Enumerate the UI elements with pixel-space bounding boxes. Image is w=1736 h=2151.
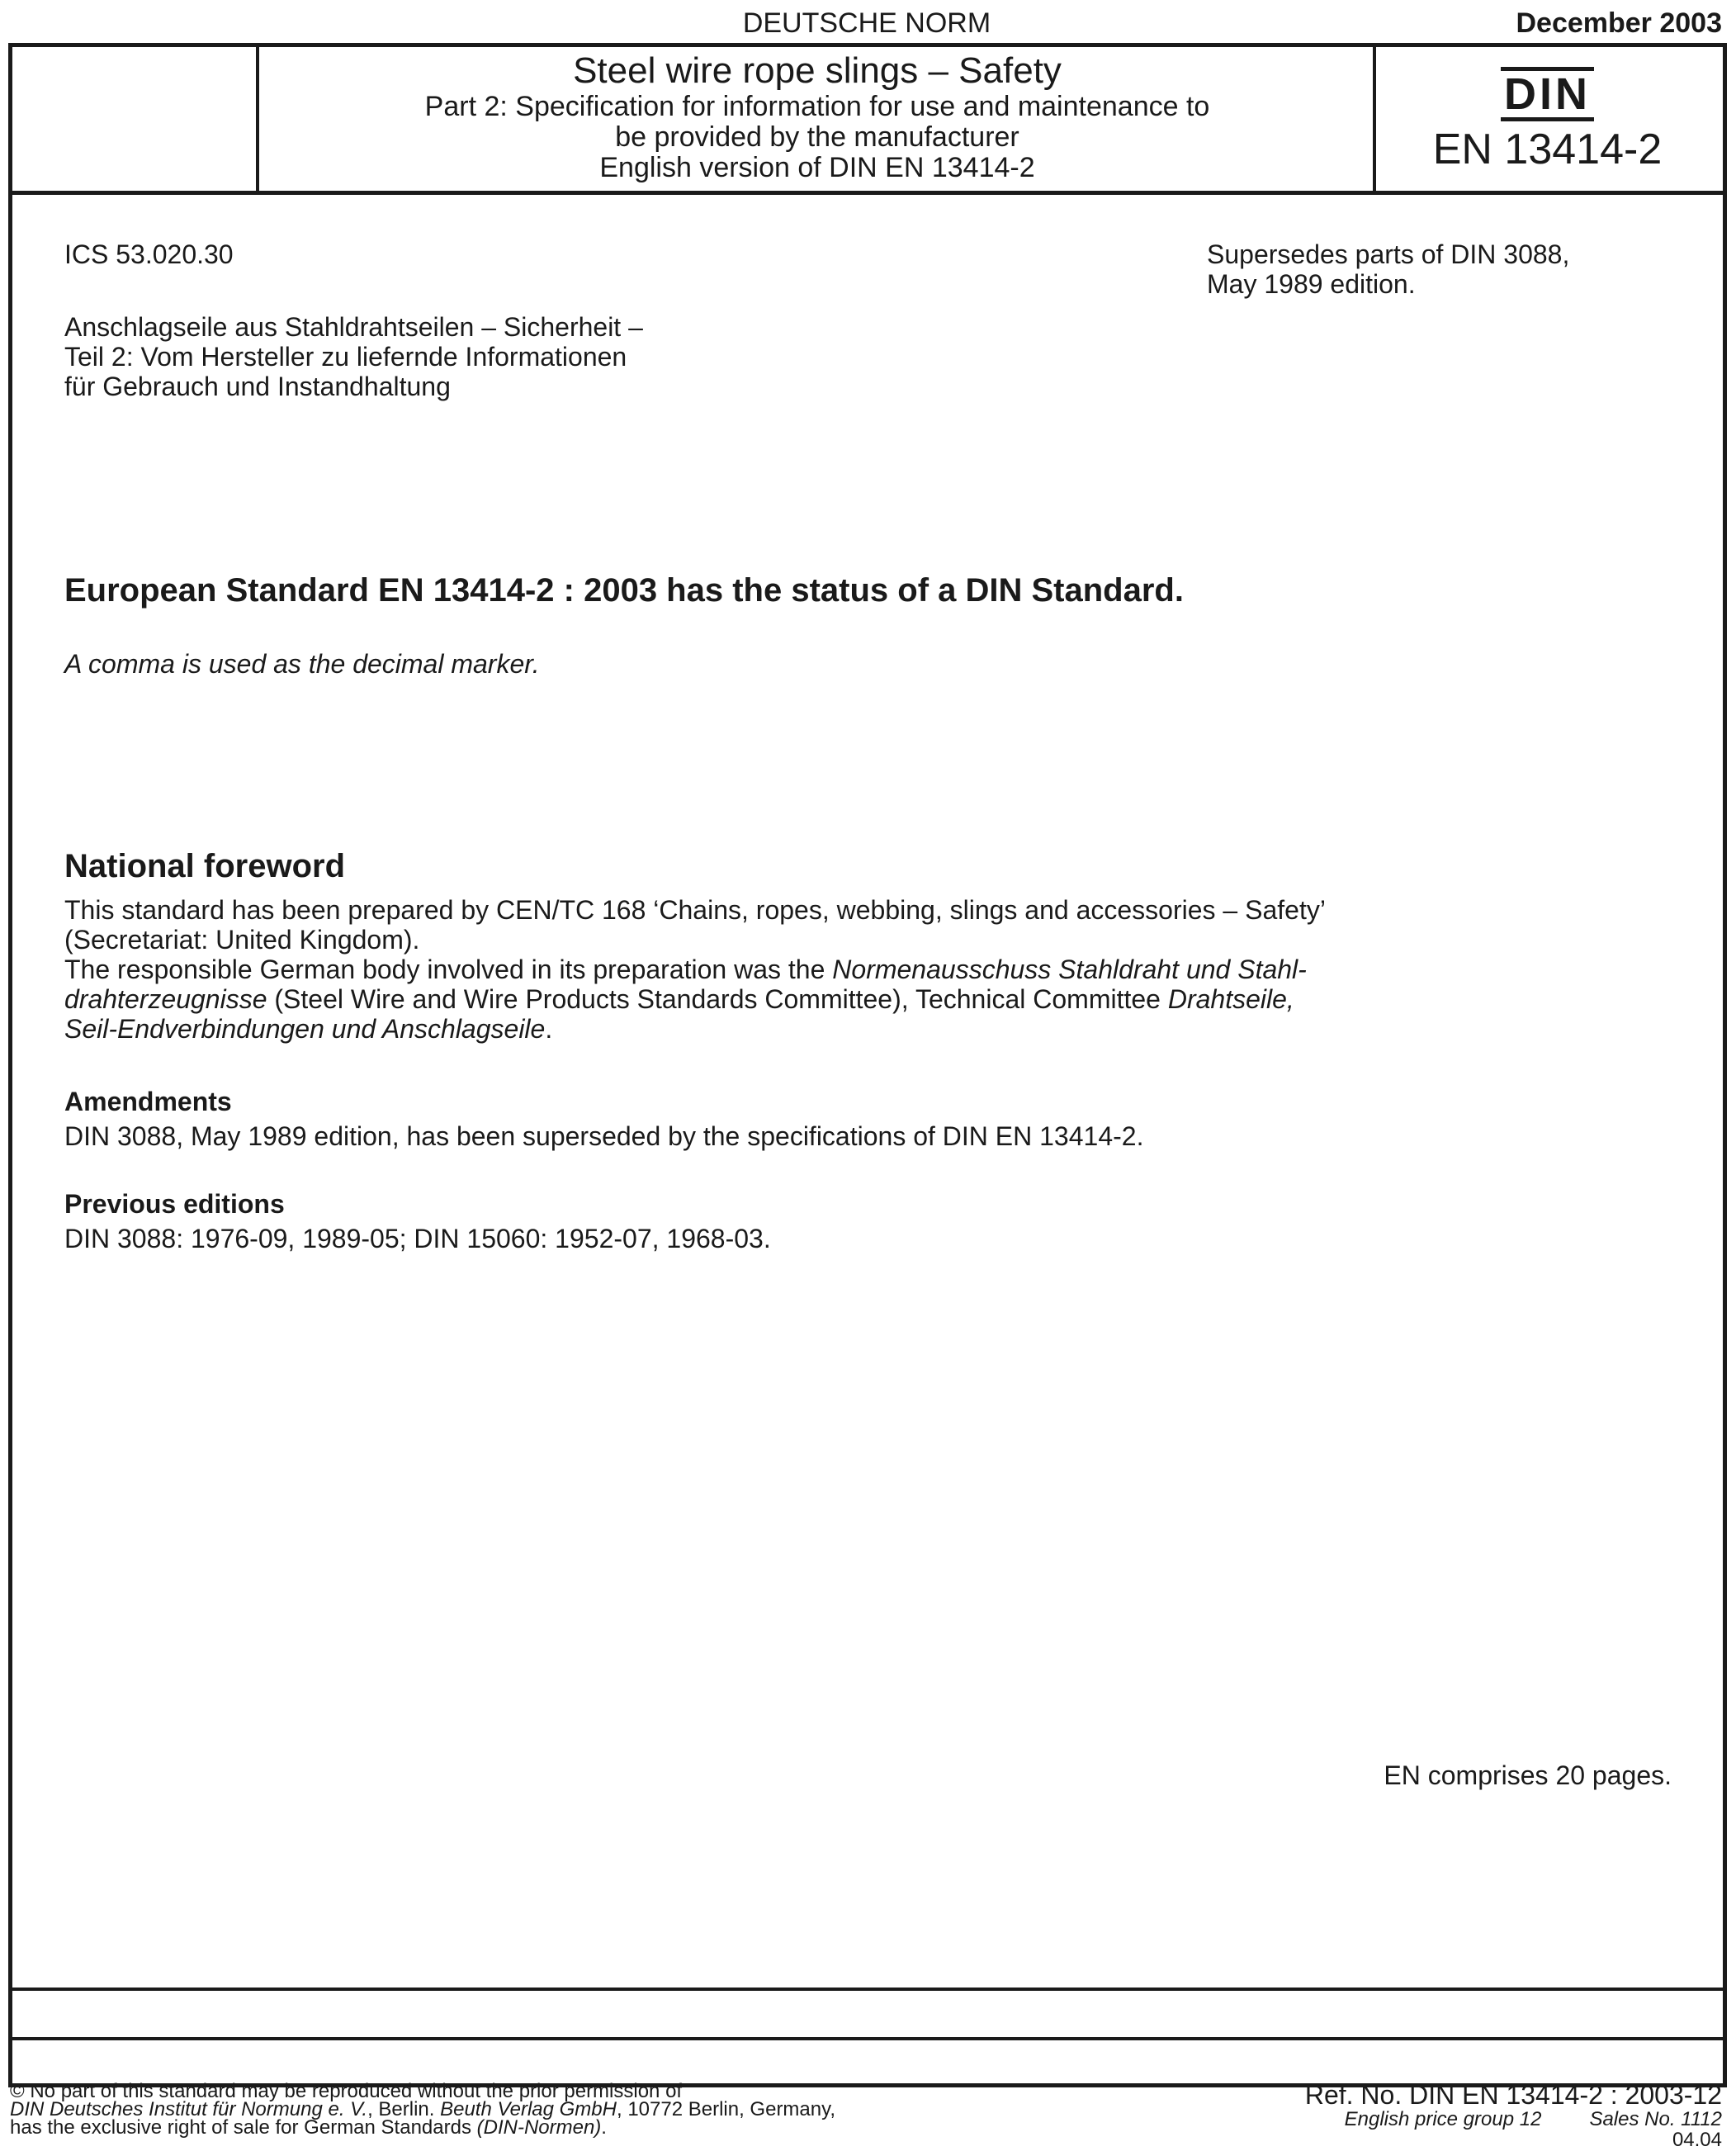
foreword-p2-text: The responsible German body involved in its preparation was the xyxy=(64,955,833,984)
amendments-text: DIN 3088, May 1989 edition, has been superseded by the specifications of DIN EN 13414-2. xyxy=(64,1121,1144,1151)
page-count-note: EN comprises 20 pages. xyxy=(1384,1760,1672,1790)
document-title: Steel wire rope slings – Safety xyxy=(573,50,1062,91)
copyright-line-3 xyxy=(10,2116,835,2139)
supersedes-note xyxy=(1207,239,1569,299)
previous-editions-heading: Previous editions xyxy=(64,1189,285,1219)
status-statement: European Standard EN 13414-2 : 2003 has the status of a DIN Standard. xyxy=(64,572,1184,609)
din-logo: DIN xyxy=(1501,67,1594,121)
foreword-p2-text-cont: (Steel Wire and Wire Products Standards Committee), Technical Committee xyxy=(267,984,1168,1014)
header-date: December 2003 xyxy=(1516,7,1722,39)
german-title-line-2: Teil 2: Vom Hersteller zu liefernde Informationen xyxy=(64,342,627,372)
foreword-p2-committee-name-cont: drahterzeugnisse xyxy=(64,984,267,1014)
price-group: English price group 12 xyxy=(1344,2108,1542,2130)
copyright-text: , Berlin. xyxy=(367,2098,441,2120)
foreword-p2-committee-name: Normenausschuss Stahldraht und Stahl- xyxy=(832,955,1307,984)
amendments-heading: Amendments xyxy=(64,1087,232,1116)
reference-number: Ref. No. DIN EN 13414-2 : 2003-12 xyxy=(1304,2080,1722,2110)
foreword-p2-tc-name: Drahtseile, xyxy=(1167,984,1294,1014)
foreword-p2-line-3 xyxy=(64,1014,1682,1044)
foreword-p2-line-2 xyxy=(64,984,1682,1014)
supersedes-line-1: Supersedes parts of DIN 3088, xyxy=(1207,239,1570,269)
foreword-p2-tc-name-cont: Seil-Endverbindungen und Anschlagseile xyxy=(64,1014,546,1044)
copyright-notice xyxy=(10,2082,835,2137)
footer-top-rule xyxy=(12,1988,1723,1991)
foreword-p2-line-1 xyxy=(64,955,1682,984)
foreword-p2-period: . xyxy=(545,1014,553,1044)
price-sales-line xyxy=(1305,2109,1722,2130)
title-part-line-1: Part 2: Specification for information for use and maintenance to xyxy=(424,91,1210,122)
title-divider-left xyxy=(256,47,259,191)
issue-code: 04.04 xyxy=(1672,2129,1722,2151)
copyright-rights: has the exclusive right of sale for German Standards xyxy=(10,2116,477,2139)
german-title-line-1: Anschlagseile aus Stahldrahtseilen – Sicherheit – xyxy=(64,312,643,342)
foreword-p1-line-2: (Secretariat: United Kingdom). xyxy=(64,925,420,955)
foreword-body xyxy=(64,895,1682,1044)
foreword-heading: National foreword xyxy=(64,848,346,884)
footer-second-rule xyxy=(12,2037,1723,2040)
title-version: English version of DIN EN 13414-2 xyxy=(599,152,1035,183)
copyright-din-normen: (DIN-Normen) xyxy=(476,2116,602,2139)
title-bottom-rule xyxy=(12,191,1723,195)
sales-number: Sales No. 1112 xyxy=(1589,2108,1722,2130)
din-block xyxy=(1376,47,1719,191)
decimal-marker-note: A comma is used as the decimal marker. xyxy=(64,649,540,679)
copyright-line-1: © No part of this standard may be reproduced without the prior permission of xyxy=(10,2080,683,2102)
copyright-address: , 10772 Berlin, Germany, xyxy=(616,2098,836,2120)
copyright-period: . xyxy=(601,2116,607,2139)
ics-code: ICS 53.020.30 xyxy=(64,239,234,269)
title-block xyxy=(260,47,1374,191)
copyright-din-name: DIN Deutsches Institut für Normung e. V. xyxy=(10,2098,368,2120)
copyright-beuth-name: Beuth Verlag GmbH xyxy=(440,2098,617,2120)
german-title xyxy=(64,312,643,401)
german-title-line-3: für Gebrauch und Instandhaltung xyxy=(64,372,451,401)
previous-editions-text: DIN 3088: 1976-09, 1989-05; DIN 15060: 1952-07, 1968-03. xyxy=(64,1224,771,1253)
header-norm-label: DEUTSCHE NORM xyxy=(742,7,991,39)
reference-block xyxy=(1305,2081,1722,2150)
foreword-p1-line-1: This standard has been prepared by CEN/TC 168 ‘Chains, ropes, webbing, slings and accessories – Safety’ xyxy=(64,895,1326,925)
supersedes-line-2: May 1989 edition. xyxy=(1207,269,1416,299)
title-part-line-2: be provided by the manufacturer xyxy=(615,121,1019,153)
din-number: EN 13414-2 xyxy=(1432,126,1663,173)
